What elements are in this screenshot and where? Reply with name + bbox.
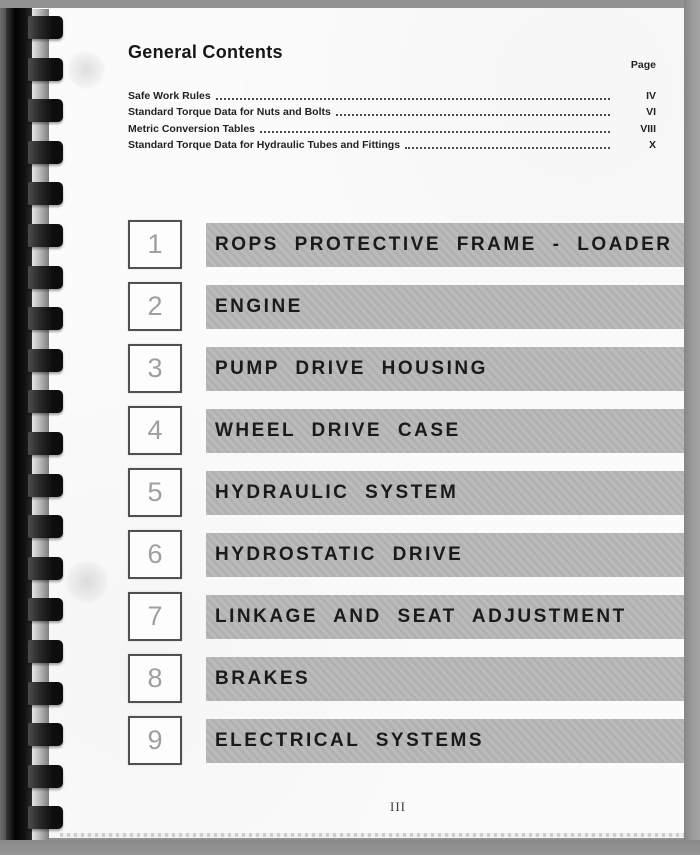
section-title: ENGINE <box>215 296 303 317</box>
toc-entry <box>128 87 656 103</box>
binding-tooth <box>28 640 63 663</box>
photo-border-top <box>0 0 700 8</box>
section-row <box>128 592 688 641</box>
section-title: LINKAGE AND SEAT ADJUSTMENT <box>215 606 627 627</box>
section-row <box>128 530 688 579</box>
section-title: PUMP DRIVE HOUSING <box>215 358 488 379</box>
section-number-box <box>128 530 182 579</box>
section-number: 4 <box>147 415 163 445</box>
toc-entry-page: VI <box>646 106 656 119</box>
paper-page <box>8 8 684 838</box>
section-title-bar <box>206 657 688 701</box>
section-number: 3 <box>147 353 163 383</box>
section-number: 8 <box>147 663 163 693</box>
section-number: 7 <box>147 601 163 631</box>
binding-tooth <box>28 432 63 455</box>
section-row <box>128 654 688 703</box>
comb-binding <box>0 0 70 855</box>
section-title-bar <box>206 285 688 329</box>
section-title-bar <box>206 471 688 515</box>
toc-entry <box>128 136 656 152</box>
page-title: General Contents <box>128 42 283 62</box>
section-number: 2 <box>147 291 163 321</box>
binding-tooth <box>28 307 63 330</box>
binding-tooth <box>28 99 63 122</box>
section-number-box <box>128 468 182 517</box>
section-number-box <box>128 592 182 641</box>
toc-entry <box>128 119 656 135</box>
section-number-box <box>128 716 182 765</box>
section-title-bar <box>206 223 688 267</box>
section-number-box <box>128 344 182 393</box>
section-number-box <box>128 406 182 455</box>
dot-leader <box>260 131 610 133</box>
section-number: 1 <box>147 229 163 259</box>
binding-tooth <box>28 723 63 746</box>
section-title: HYDRAULIC SYSTEM <box>215 482 459 503</box>
section-title: ELECTRICAL SYSTEMS <box>215 730 485 751</box>
binding-tooth <box>28 16 63 39</box>
page-column-label: Page <box>630 59 656 71</box>
section-title-bar <box>206 347 688 391</box>
section-title-bar <box>206 595 688 639</box>
toc-entry-page: X <box>648 138 656 151</box>
scan-smudge <box>64 560 110 604</box>
toc-entry-page: IV <box>646 90 656 103</box>
dot-leader <box>405 147 610 149</box>
dot-leader <box>336 114 610 116</box>
section-title: BRAKES <box>215 668 311 689</box>
toc-entry-label: Safe Work Rules <box>128 90 211 103</box>
binding-tooth <box>28 682 63 705</box>
toc-entry-label: Standard Torque Data for Nuts and Bolts <box>128 106 331 119</box>
section-title-bar <box>206 409 688 453</box>
photo-border-bottom <box>0 840 700 855</box>
section-number-box <box>128 654 182 703</box>
binding-tooth <box>28 515 63 538</box>
section-title: WHEEL DRIVE CASE <box>215 420 461 441</box>
toc-entry-page: VIII <box>640 122 656 135</box>
footer-page-number: III <box>390 799 406 814</box>
section-row <box>128 344 688 393</box>
binding-ring-strip <box>30 9 49 847</box>
binding-tooth <box>28 349 63 372</box>
binding-tooth <box>28 141 63 164</box>
section-row <box>128 220 688 269</box>
dot-leader <box>216 98 610 100</box>
binding-tooth <box>28 224 63 247</box>
binding-tooth <box>28 474 63 497</box>
section-row <box>128 716 688 765</box>
binding-tooth <box>28 557 63 580</box>
section-row <box>128 468 688 517</box>
toc-entry <box>128 103 656 119</box>
binding-tooth <box>28 390 63 413</box>
section-title-bar <box>206 533 688 577</box>
section-list <box>128 220 688 778</box>
toc-entry-label: Standard Torque Data for Hydraulic Tubes and Fittings <box>128 138 401 151</box>
section-number: 5 <box>147 477 163 507</box>
binding-tooth <box>28 266 63 289</box>
section-row <box>128 406 688 455</box>
binding-tooth <box>28 806 63 829</box>
section-number-box <box>128 220 182 269</box>
binding-tooth <box>28 182 63 205</box>
scan-smudge <box>66 50 106 90</box>
binding-tooth <box>28 58 63 81</box>
section-row <box>128 282 688 331</box>
section-number-box <box>128 282 182 331</box>
photo-border-right <box>684 0 700 855</box>
binding-tooth <box>28 765 63 788</box>
section-number: 9 <box>147 725 163 755</box>
section-title: HYDROSTATIC DRIVE <box>215 544 464 565</box>
page-edge-texture <box>60 833 684 837</box>
toc-entry-label: Metric Conversion Tables <box>128 122 256 135</box>
section-title-bar <box>206 719 688 763</box>
section-number: 6 <box>147 539 163 569</box>
section-title: ROPS PROTECTIVE FRAME - LOADER <box>215 234 673 255</box>
table-of-contents <box>128 87 656 152</box>
binding-tooth <box>28 598 63 621</box>
